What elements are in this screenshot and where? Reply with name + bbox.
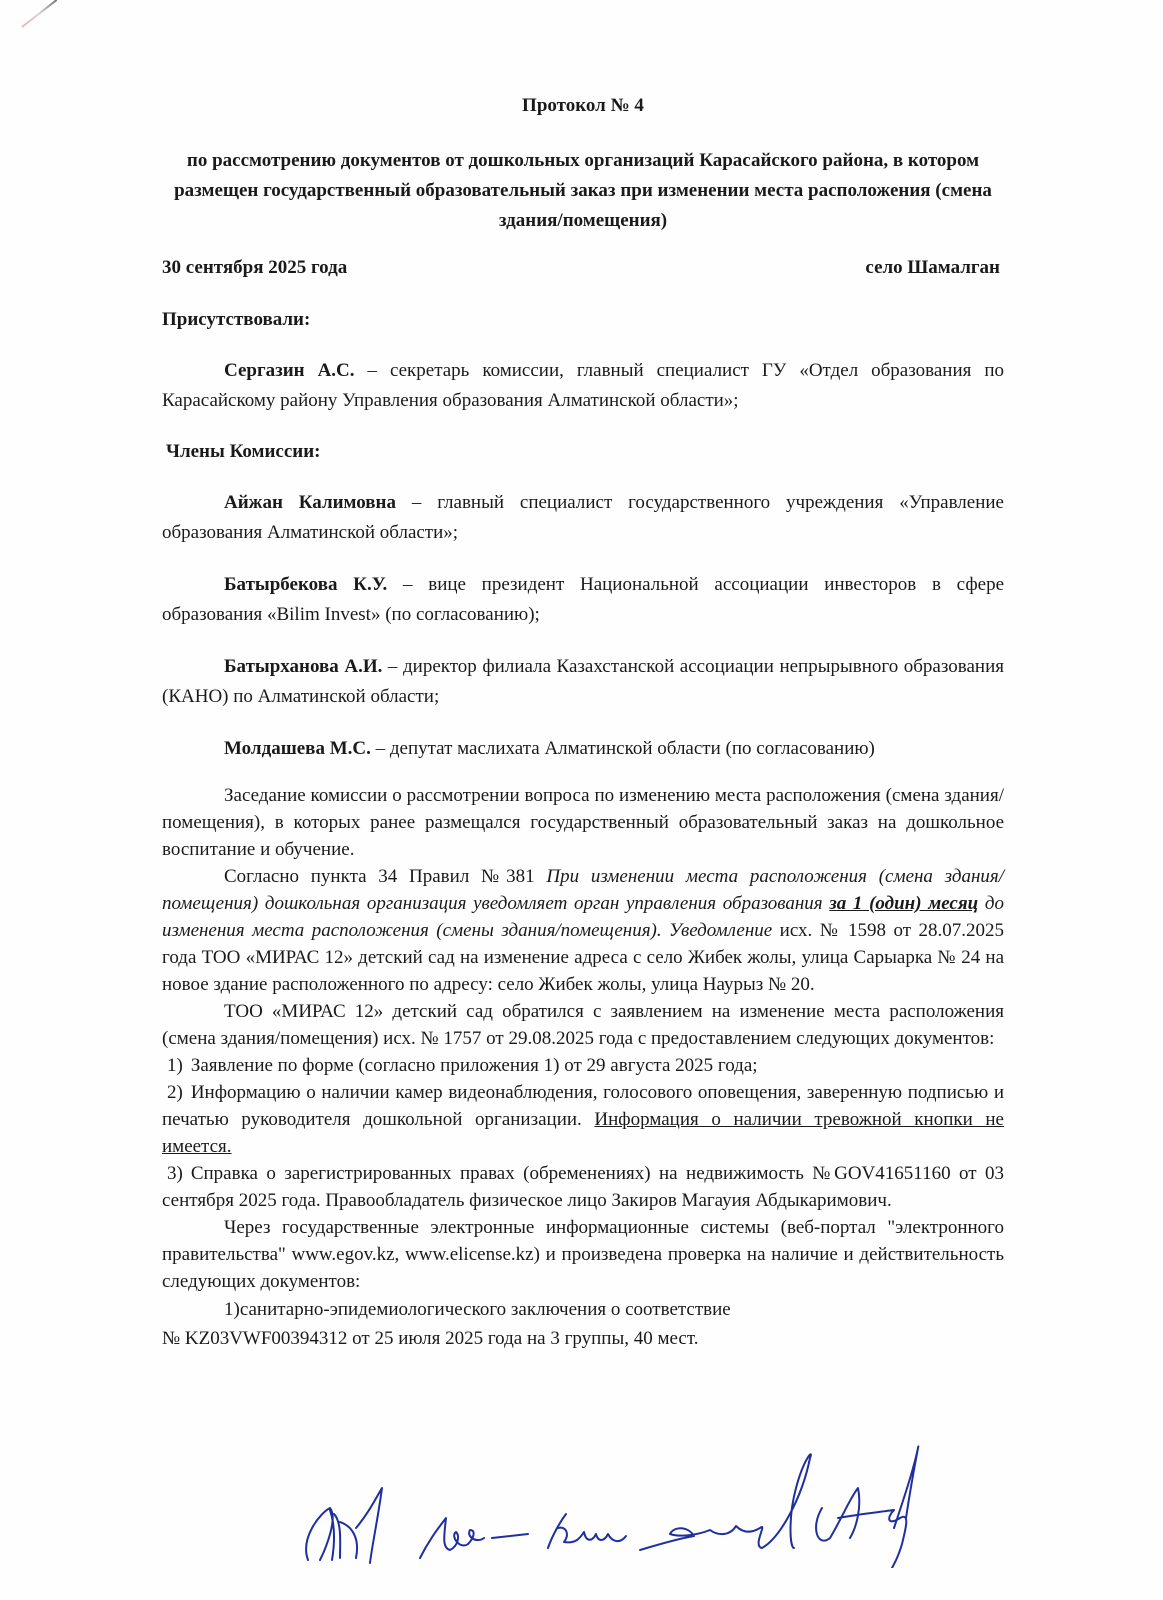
- member-role: – главный специалист государственного учреждения «Управление образования Алматинской области»;: [162, 492, 1004, 543]
- member-entry: [162, 734, 1004, 764]
- member-entry: [162, 652, 1004, 712]
- application-paragraph: ТОО «МИРАС 12» детский сад обратился с заявлением на изменение места расположения (смена здания/помещения) исх. № 1757 от 29.08.2025 года с предоставлением следующих документов:: [162, 1001, 1004, 1049]
- rule-notice: исх. № 1598 от 28.07.2025 года ТОО «МИРАС 12» детский сад на изменение адреса с село Жибек жолы, улица Сарыарка № 24 на новое здание расположенного по адресу: село Жибек жолы, улица Наурыз № 20.: [162, 920, 1004, 995]
- list-number: 2): [167, 1082, 183, 1103]
- egov-paragraph: Через государственные электронные информационные системы (веб-портал "электронного правительства" www.egov.kz, www.elicense.kz) и произведена проверка на наличие и действительность следующих документов:: [162, 1217, 1004, 1292]
- signature-3: [548, 1514, 626, 1548]
- member-role: – директор филиала Казахстанской ассоциации непрырывного образования (КАНО) по Алматинской области;: [162, 656, 1004, 707]
- member-name: Молдашева М.С.: [224, 738, 371, 759]
- member-entry: [162, 570, 1004, 630]
- secretary-role: – секретарь комиссии, главный специалист ГУ «Отдел образования по Карасайскому району Управления образования Алматинской области»;: [162, 360, 1004, 411]
- list-number: 3): [167, 1163, 183, 1184]
- list-text: Справка о зарегистрированных правах (обременениях) на недвижимость №GOV41651160 от 03 сентября 2025 года. Правообладатель физическое лицо Закиров Магауия Абдыкаримович.: [162, 1163, 1004, 1211]
- member-role: – вице президент Национальной ассоциации инвесторов в сфере образования «Bilim Invest» (по согласованию);: [162, 574, 1004, 625]
- attended-label: Присутствовали:: [162, 309, 311, 330]
- document-list-item: [162, 1160, 1004, 1214]
- member-name: Айжан Калимовна: [224, 492, 396, 513]
- scan-mark: [21, 0, 57, 28]
- rule-paragraph: [162, 863, 1004, 998]
- sanitary-line-1: 1)санитарно-эпидемиологического заключения о соответствие: [224, 1299, 731, 1320]
- list-number: 1): [167, 1055, 183, 1076]
- member-role: – депутат маслихата Алматинской области (по согласованию): [370, 738, 875, 759]
- signature-1: [306, 1488, 382, 1563]
- document-date: 30 сентября 2025 года: [162, 257, 348, 278]
- sanitary-line-2: № KZ03VWF00394312 от 25 июля 2025 года на 3 группы, 40 мест.: [162, 1328, 699, 1349]
- signature-4: [640, 1454, 811, 1550]
- rule-lead: Согласно пункта 34 Правил №381: [224, 866, 547, 887]
- rule-quote-end: до изменения места расположения (смены здания/помещения). Уведомление: [162, 893, 1005, 941]
- document-subtitle: по рассмотрению документов от дошкольных организаций Карасайского района, в котором размещен государственный образовательный заказ при изменении места расположения (смена здания/помещения): [174, 150, 992, 231]
- members-label: Члены Комиссии:: [166, 441, 321, 462]
- meeting-paragraph: Заседание комиссии о рассмотрении вопроса по изменению места расположения (смена здания/помещения), в которых ранее размещался государственный образовательный заказ на дошкольное воспитание и обучение.: [162, 785, 1004, 860]
- list-text: Информацию о наличии камер видеонаблюдения, голосового оповещения, заверенную подписью и печатью руководителя дошкольной организации.: [162, 1082, 1004, 1130]
- rule-deadline: за 1 (один) месяц: [829, 893, 979, 914]
- secretary-entry: [162, 356, 1004, 416]
- document-title: Протокол № 4: [522, 95, 644, 116]
- member-name: Батырбекова К.У.: [224, 574, 388, 595]
- document-list-item: [162, 1079, 1004, 1160]
- document-list-item: [162, 1052, 1004, 1079]
- signature-2: [420, 1518, 528, 1558]
- list-text: Заявление по форме (согласно приложения 1) от 29 августа 2025 года;: [190, 1055, 758, 1076]
- signature-5: [816, 1446, 918, 1568]
- rule-quote: При изменении места расположения (смена здания/помещения) дошкольная организация уведомляет орган управления образования: [162, 866, 1004, 914]
- document-place: село Шамалган: [865, 257, 1000, 278]
- list-note-underlined: Информация о наличии тревожной кнопки не имеется.: [162, 1109, 1004, 1157]
- member-name: Батырханова А.И.: [224, 656, 383, 677]
- signatures-area: [290, 1418, 1010, 1568]
- date-place-line: [162, 254, 1004, 282]
- signatures-icon: [290, 1418, 1010, 1568]
- secretary-name: Сергазин А.С.: [224, 360, 355, 381]
- document-body: [162, 92, 1004, 1353]
- member-entry: [162, 488, 1004, 548]
